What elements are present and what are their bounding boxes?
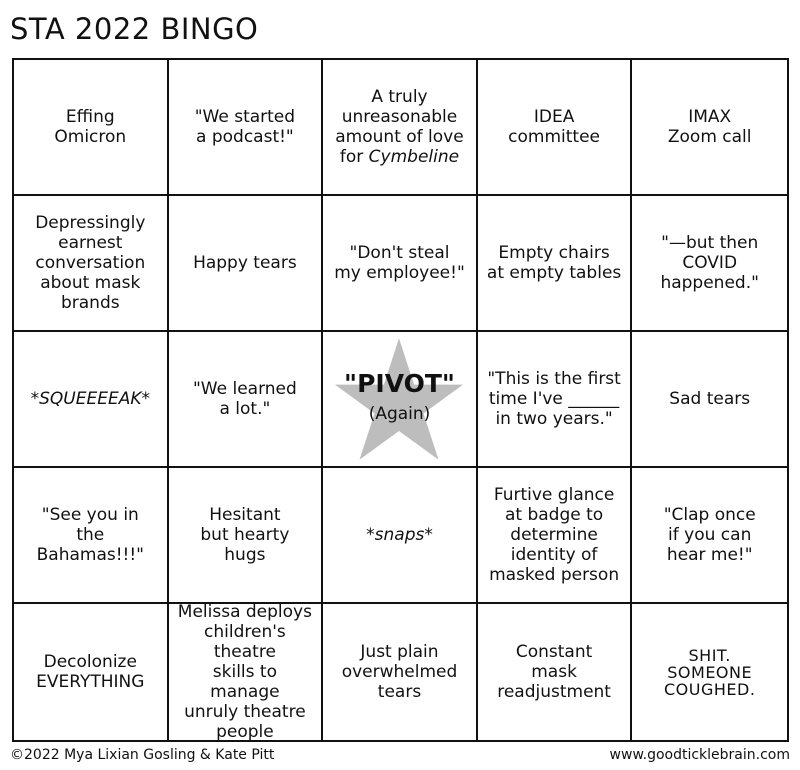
free-space-sublabel: (Again) xyxy=(368,404,431,424)
bingo-cell-r4c5[interactable] xyxy=(632,468,787,604)
bingo-cell-r4c4[interactable] xyxy=(478,468,633,604)
cell-text: Furtive glance at badge to determine identity of masked person xyxy=(489,485,620,585)
bingo-cell-r2c1[interactable] xyxy=(14,196,169,332)
star-icon xyxy=(335,338,463,460)
cell-text-before: A truly unreasonable amount of love for xyxy=(335,87,464,167)
bingo-cell-r3c5[interactable] xyxy=(632,332,787,468)
bingo-cell-r2c4[interactable] xyxy=(478,196,633,332)
bingo-cell-r5c5[interactable] xyxy=(632,604,787,740)
cell-text: "See you in the Bahamas!!!" xyxy=(36,505,144,565)
cell-text: "—but then COVID happened." xyxy=(660,233,759,293)
cell-text: "Clap once if you can hear me!" xyxy=(663,505,756,565)
bingo-cell-r5c3[interactable] xyxy=(323,604,478,740)
bingo-cell-r5c2[interactable] xyxy=(169,604,324,740)
bingo-cell-r1c4[interactable] xyxy=(478,60,633,196)
cell-text: "This is the first time I've ______ in two years." xyxy=(487,369,621,429)
bingo-cell-r4c1[interactable] xyxy=(14,468,169,604)
bingo-cell-r4c2[interactable] xyxy=(169,468,324,604)
cell-text: "Don't steal my employee!" xyxy=(334,243,465,283)
bingo-cell-r4c3[interactable] xyxy=(323,468,478,604)
cell-text: "We learned a lot." xyxy=(192,379,297,419)
bingo-cell-r3c1[interactable] xyxy=(14,332,169,468)
copyright-text: ©2022 Mya Lixian Gosling & Kate Pitt xyxy=(10,747,275,763)
cell-text: Effing Omicron xyxy=(54,107,127,147)
bingo-cell-r3c4[interactable] xyxy=(478,332,633,468)
bingo-cell-r1c1[interactable] xyxy=(14,60,169,196)
bingo-cell-r2c3[interactable] xyxy=(323,196,478,332)
free-space-label: "PIVOT" xyxy=(344,369,455,398)
cell-text: Empty chairs at empty tables xyxy=(486,243,622,283)
cell-text: "We started a podcast!" xyxy=(194,107,296,147)
cell-text: Just plain overwhelmed tears xyxy=(341,642,458,702)
cell-text: SHIT. SOMEONE COUGHED. xyxy=(663,645,756,699)
bingo-cell-r5c4[interactable] xyxy=(478,604,633,740)
bingo-cell-r1c2[interactable] xyxy=(169,60,324,196)
bingo-cell-r5c1[interactable] xyxy=(14,604,169,740)
bingo-cell-r2c5[interactable] xyxy=(632,196,787,332)
bingo-cell-r3c2[interactable] xyxy=(169,332,324,468)
bingo-cell-r1c5[interactable] xyxy=(632,60,787,196)
cell-text: Sad tears xyxy=(669,389,751,409)
cell-text: Depressingly earnest conversation about mask brands xyxy=(35,213,146,313)
cell-text xyxy=(335,87,463,167)
cell-text: Hesitant but hearty hugs xyxy=(200,505,290,565)
star-shape xyxy=(335,338,463,460)
bingo-cell-r1c3[interactable] xyxy=(323,60,478,196)
cell-text: Melissa deploys children's theatre skills to manage unruly theatre people xyxy=(177,604,312,740)
cell-text: IMAX Zoom call xyxy=(667,107,752,147)
bingo-card xyxy=(12,58,789,742)
cell-text: Constant mask readjustment xyxy=(497,642,611,702)
cell-text: IDEA committee xyxy=(508,107,601,147)
free-space-cell[interactable] xyxy=(323,332,478,468)
page-title: STA 2022 BINGO xyxy=(10,12,259,46)
cell-text: Happy tears xyxy=(193,253,297,273)
website-link[interactable]: www.goodticklebrain.com xyxy=(609,747,790,763)
bingo-cell-r2c2[interactable] xyxy=(169,196,324,332)
cell-text-italic: Cymbeline xyxy=(368,147,460,167)
cell-text: Decolonize EVERYTHING xyxy=(36,652,145,692)
cell-text: *SQUEEEEAK* xyxy=(30,389,150,409)
cell-text: *snaps* xyxy=(366,525,433,545)
